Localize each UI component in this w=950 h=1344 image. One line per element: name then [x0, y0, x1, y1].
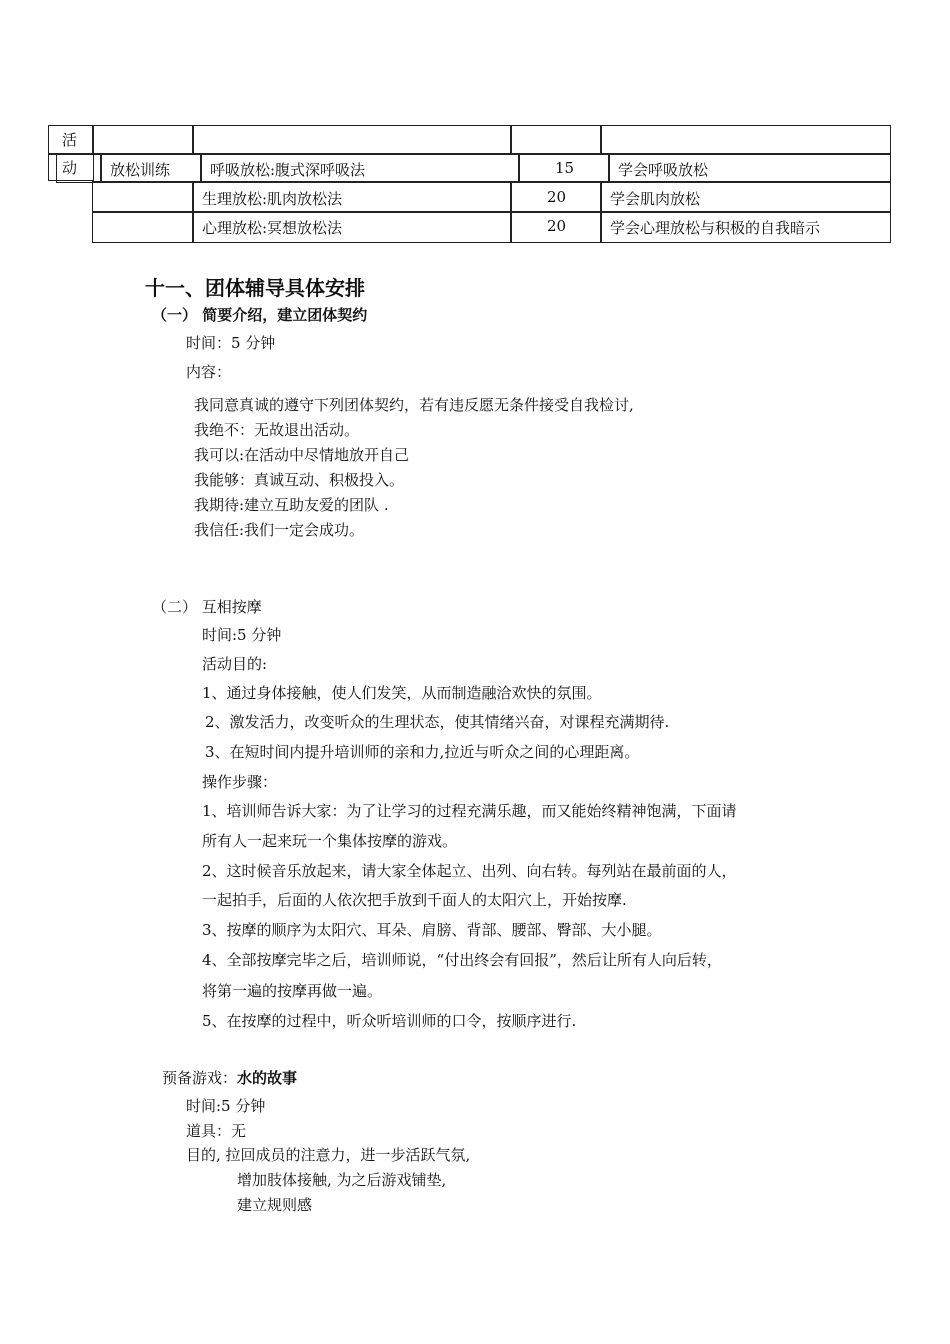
table-row-minutes: 15: [555, 159, 575, 177]
step-line: 2、这时候音乐放起来，请大家全体起立、出列、向右转。每列站在最前面的人，: [202, 862, 737, 880]
table-row-goal: 学会心理放松与积极的自我暗示: [610, 219, 821, 237]
table-cell: [92, 181, 194, 213]
table-cell: [192, 125, 512, 155]
part1-heading: （一） 简要介绍，建立团体契约: [152, 306, 368, 324]
purpose-item: 1、通过身体接触，使人们发笑，从而制造融洽欢快的氛围。: [202, 684, 602, 702]
table-cell: [92, 125, 194, 155]
part2-steps-label: 操作步骤：: [202, 773, 278, 791]
backup-purpose-line: 增加肢体接触, 为之后游戏铺垫,: [237, 1171, 447, 1189]
table-row-method: 生理放松:肌肉放松法: [202, 190, 343, 208]
backup-game-heading: [162, 1067, 297, 1088]
table-row-minutes: 20: [547, 217, 567, 235]
part1-content-label: 内容：: [186, 363, 232, 381]
table-cell: [92, 211, 194, 243]
step-line: 将第一遍的按摩再做一遍。: [202, 982, 383, 1000]
contract-line: 我能够：真诚互动、积极投入。: [194, 471, 405, 489]
purpose-item: 2、激发活力，改变听众的生理状态，使其情绪兴奋，对课程充满期待.: [205, 713, 670, 731]
part2-purpose-label: 活动目的:: [202, 655, 268, 673]
table-category-char: 活: [62, 131, 78, 149]
table-cell: [600, 125, 891, 155]
backup-props: 道具：无: [186, 1122, 247, 1140]
step-line: 3、按摩的顺序为太阳穴、耳朵、肩膀、背部、腰部、臀部、大小腿。: [202, 921, 662, 939]
backup-purpose-line: 建立规则感: [237, 1196, 313, 1214]
table-row-goal: 学会肌肉放松: [610, 190, 701, 208]
contract-line: 我绝不：无故退出活动。: [194, 421, 360, 439]
table-row-goal: 学会呼吸放松: [618, 161, 709, 179]
section-title: 十一、团体辅导具体安排: [145, 276, 365, 300]
step-line: 1、培训师告诉大家：为了让学习的过程充满乐趣，而又能始终精神饱满，下面请: [202, 802, 737, 820]
backup-time: 时间:5 分钟: [186, 1097, 266, 1115]
table-row-minutes: 20: [547, 188, 567, 206]
table-row-category: 放松训练: [110, 161, 171, 179]
contract-line: 我期待:建立互助友爱的团队 .: [194, 496, 389, 514]
step-line: 4、全部按摩完毕之后，培训师说，“付出终会有回报”，然后让所有人向后转，: [202, 951, 722, 969]
contract-line: 我同意真诚的遵守下列团体契约，若有违反愿无条件接受自我检讨,: [194, 396, 634, 414]
contract-line: 我信任:我们一定会成功。: [194, 521, 365, 539]
table-category-char: 动: [62, 159, 78, 177]
part2-heading: （二） 互相按摩: [152, 598, 262, 616]
step-line: 所有人一起来玩一个集体按摩的游戏。: [202, 832, 458, 850]
contract-line: 我可以:在活动中尽情地放开自己: [194, 446, 410, 464]
purpose-item: 3、在短时间内提升培训师的亲和力,拉近与听众之间的心理距离。: [205, 743, 640, 761]
table-cell: [510, 125, 602, 155]
backup-game-name: 水的故事: [237, 1069, 298, 1087]
part2-time: 时间:5 分钟: [202, 626, 282, 644]
part1-time: 时间：5 分钟: [186, 334, 276, 352]
table-row-method: 呼吸放松:腹式深呼吸法: [210, 161, 366, 179]
backup-game-label: 预备游戏：: [162, 1069, 238, 1087]
table-row-method: 心理放松:冥想放松法: [202, 219, 343, 237]
step-line: 一起拍手，后面的人依次把手放到千面人的太阳穴上，开始按摩.: [202, 891, 627, 909]
backup-purpose-line: 目的, 拉回成员的注意力，进一步活跃气氛,: [186, 1146, 471, 1164]
step-line: 5、在按摩的过程中，听众听培训师的口令，按顺序进行.: [202, 1012, 577, 1030]
